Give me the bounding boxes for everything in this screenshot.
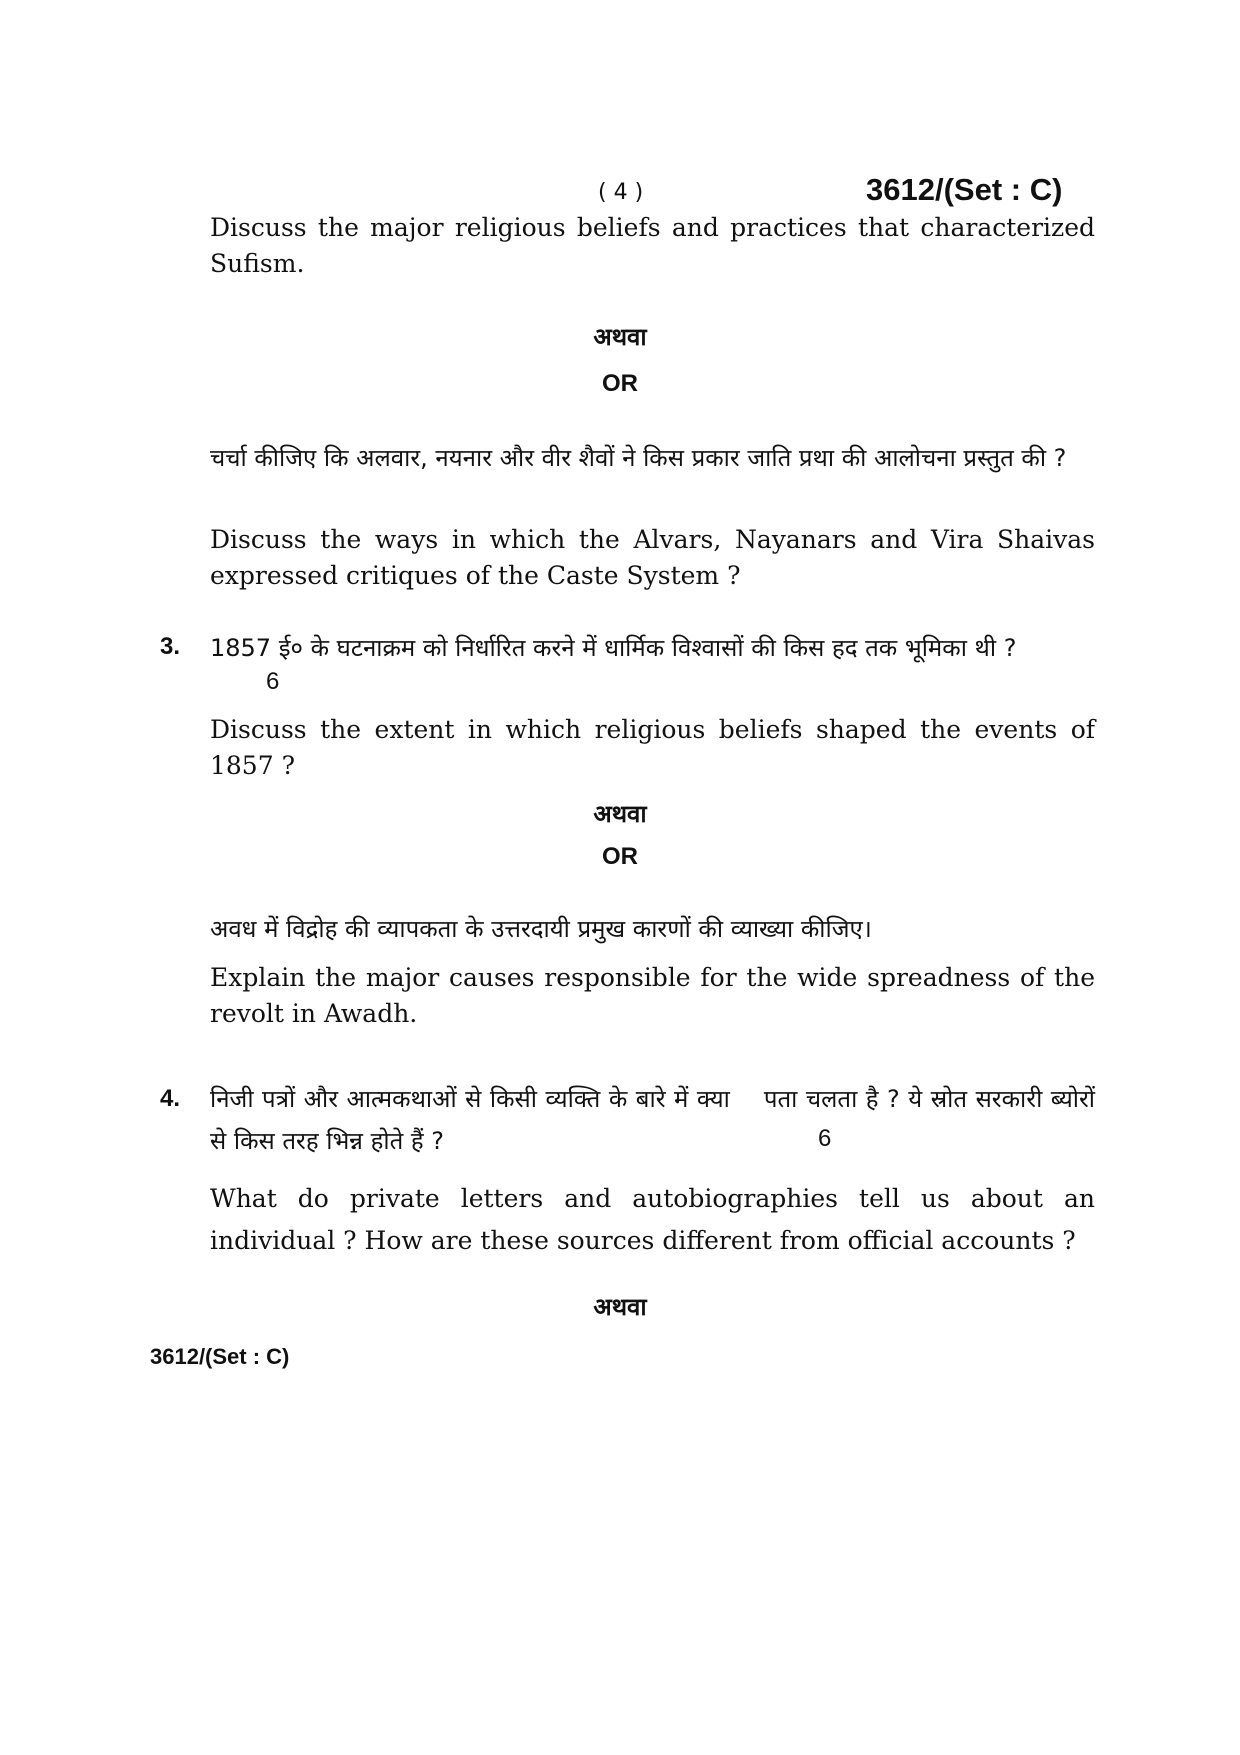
q2-or-hindi: अथवा — [593, 323, 647, 351]
q3-or-hindi: अथवा — [593, 800, 647, 828]
q3-marks: 6 — [266, 668, 280, 695]
q4-hindi-a: निजी पत्रों और आत्मकथाओं से किसी व्यक्ति के बारे में क्या पता चलता है ? ये स्रोत सरकारी ब्योरों से किस तरह भिन्न होते हैं ? — [210, 1085, 1103, 1155]
q4-number: 4. — [160, 1085, 181, 1112]
q3-hindi-a: 1857 ई० के घटनाक्रम को निर्धारित करने में धार्मिक विश्वासों की किस हद तक भूमिका थी ? — [210, 634, 1017, 662]
q4-english-a: What do private letters and autobiographies tell us about an individual ? How are these sources different from official accounts ? — [210, 1184, 1095, 1255]
footer-set-code: 3612/(Set : C) — [150, 1344, 290, 1369]
q3-hindi-b: अवध में विद्रोह की व्यापकता के उत्तरदायी प्रमुख कारणों की व्याख्या कीजिए। — [210, 915, 872, 943]
q2-or-english: OR — [602, 370, 638, 397]
q2-english-b: Discuss the ways in which the Alvars, Nayanars and Vira Shaivas expressed critiques of the Caste System ? — [210, 525, 1095, 590]
q3-or-english: OR — [602, 843, 638, 870]
q2-hindi-b: चर्चा कीजिए कि अलवार, नयनार और वीर शैवों ने किस प्रकार जाति प्रथा की आलोचना प्रस्तुत की ? — [210, 444, 1067, 472]
q3-english-b: Explain the major causes responsible for the wide spreadness of the revolt in Awadh. — [210, 963, 1095, 1028]
q3-number: 3. — [160, 633, 181, 660]
header-set-code: 3612/(Set : C) — [866, 172, 1063, 207]
q4-marks: 6 — [818, 1125, 832, 1152]
q4-or-hindi: अथवा — [593, 1293, 647, 1321]
q2-english-a: Discuss the major religious beliefs and practices that characterized Sufism. — [210, 213, 1095, 278]
q3-english-a: Discuss the extent in which religious beliefs shaped the events of 1857 ? — [210, 715, 1095, 780]
page-number: ( 4 ) — [598, 180, 644, 205]
